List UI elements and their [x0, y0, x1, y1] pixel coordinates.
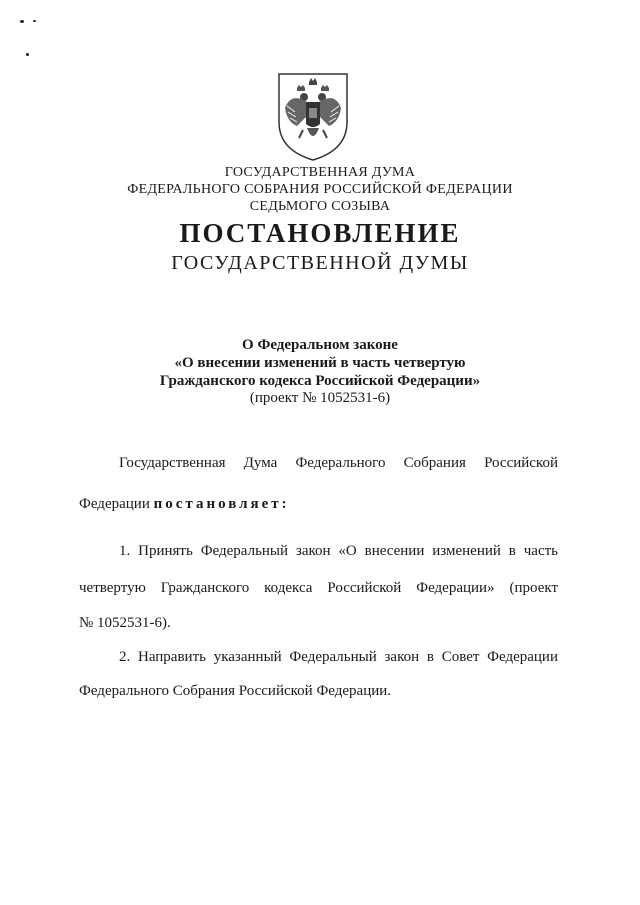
preamble-line-1: Государственная Дума Федерального Собрания Российской: [119, 455, 558, 471]
preamble-text: Федерации: [79, 496, 150, 512]
document-subtitle: ГОСУДАРСТВЕННОЙ ДУМЫ: [171, 252, 469, 274]
scan-speck: [33, 20, 36, 22]
project-number: (проект № 1052531-6): [249, 390, 391, 406]
item-1-line-2: четвертую Гражданского кодекса Российской Федерации» (проект: [79, 580, 558, 596]
header-line-2: ФЕДЕРАЛЬНОГО СОБРАНИЯ РОССИЙСКОЙ ФЕДЕРАЦИИ: [127, 182, 513, 197]
item-2-line-1: 2. Направить указанный Федеральный закон в Совет Федерации: [119, 649, 558, 665]
coat-of-arms-emblem: [273, 70, 353, 162]
preamble-line-2: [79, 495, 290, 514]
scan-speck: [26, 53, 29, 56]
header-line-3: СЕДЬМОГО СОЗЫВА: [249, 199, 391, 214]
subject-line-1: О Федеральном законе: [242, 337, 398, 353]
item-1-line-1: 1. Принять Федеральный закон «О внесении изменений в часть: [119, 543, 558, 559]
header-line-1: ГОСУДАРСТВЕННАЯ ДУМА: [224, 165, 416, 180]
subject-line-3: Гражданского кодекса Российской Федерации»: [159, 373, 481, 389]
item-1-line-3: № 1052531-6).: [79, 615, 171, 631]
document-title: ПОСТАНОВЛЕНИЕ: [179, 218, 461, 248]
scan-speck: [20, 20, 24, 23]
resolves-word: постановляет:: [153, 496, 290, 512]
item-2-line-2: Федерального Собрания Российской Федерации.: [79, 683, 392, 699]
subject-line-2: «О внесении изменений в часть четвертую: [174, 355, 466, 371]
